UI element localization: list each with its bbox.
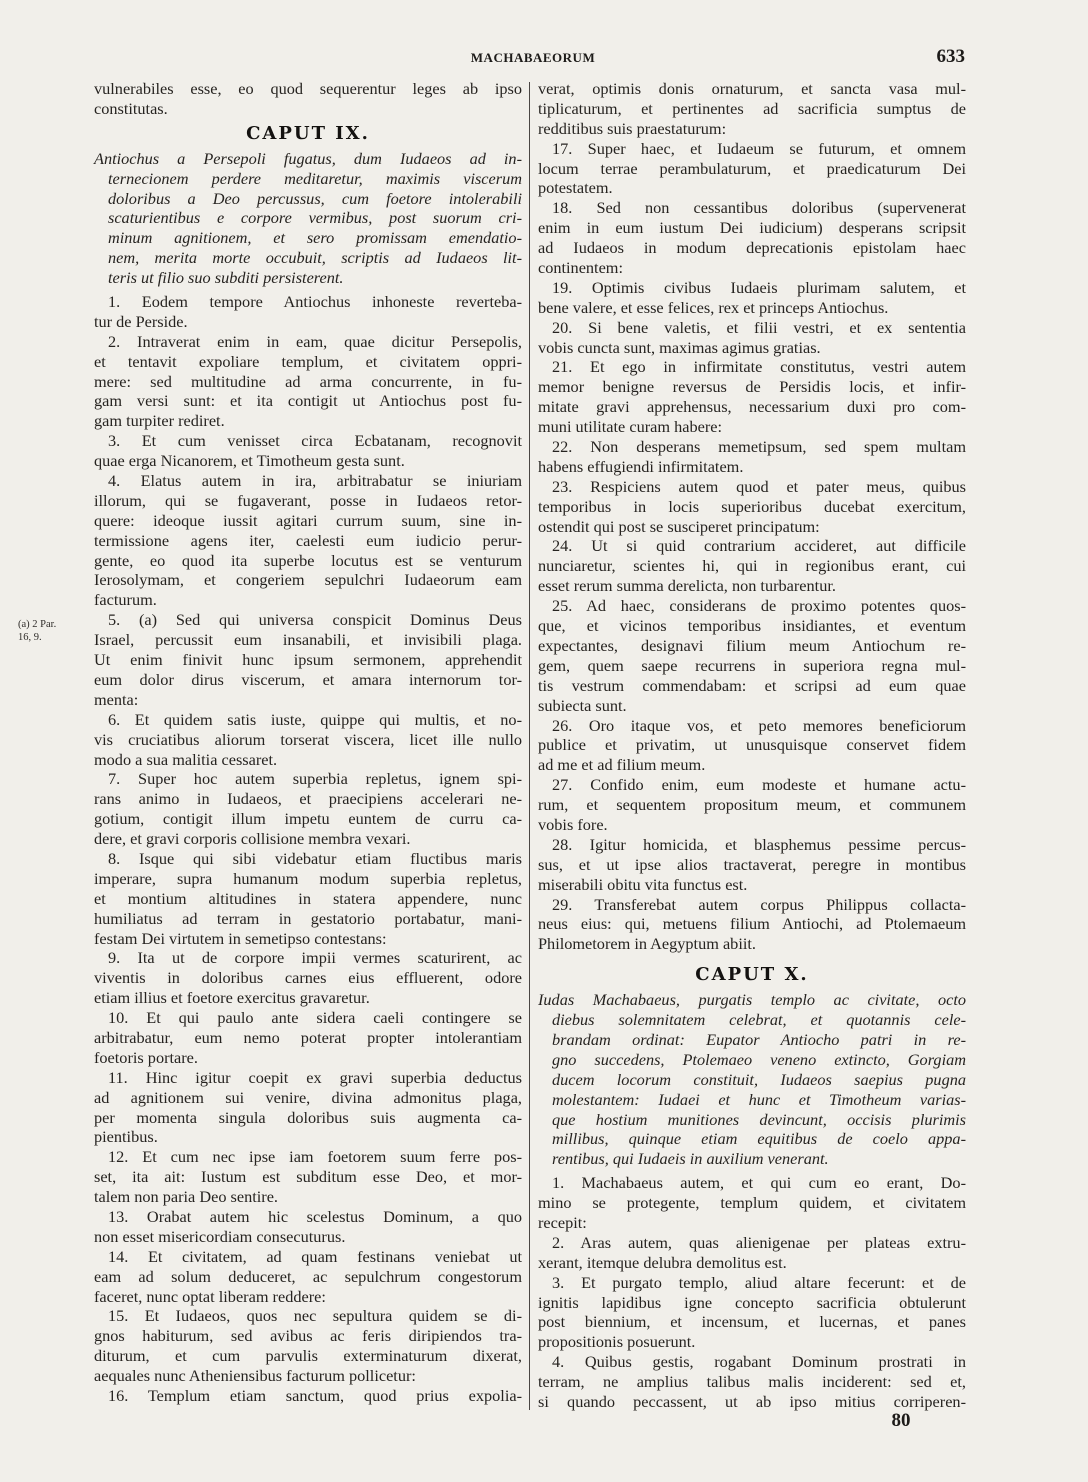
verse-line: vobis cuncta sunt, maximas agimus gratias. <box>538 337 821 357</box>
summary-line: minum agnitionem, et sero promissam emendatio- <box>108 228 522 248</box>
verse-line: terram, ne amplius talibus malis inciderent: sed et, <box>538 1372 966 1392</box>
right-column <box>538 79 966 1412</box>
margin-note-reference <box>18 618 88 644</box>
verse <box>538 775 966 835</box>
verse-line: rum, et sequentem propositum meum, et communem <box>538 795 966 815</box>
chapter-heading: CAPUT IX. <box>246 122 370 144</box>
verse-line: vis cruciatibus aliorum torserat viscera, licet ille nullo <box>94 729 522 749</box>
summary-line: teris ut filio suo subditi persisterent. <box>108 268 344 288</box>
verse-line: eam ad solum deduceret, ac sepulchrum congestorum <box>94 1266 522 1286</box>
verse <box>538 437 966 477</box>
column-divider <box>529 82 530 1410</box>
verse-line: enim in eum iustum Dei iudicium) desperans scripsit <box>538 218 966 238</box>
summary-line: scaturientibus e corpore vermibus, post suorum cri- <box>108 208 522 228</box>
verse-line: Israel, percussit eum insanabili, et invisibili plaga. <box>94 630 522 650</box>
verse-line: potestatem. <box>538 178 613 198</box>
verse <box>94 849 522 948</box>
verse-line: 28. Igitur homicida, et blasphemus pessime percus- <box>552 834 966 854</box>
verse-line: expectantes, designavi filium meum Antiochum re- <box>538 635 966 655</box>
verse-line: 2. Aras autem, quas alienigenae per plateas extru- <box>552 1232 966 1252</box>
verse-line: 19. Optimis civibus Iudaeis plurimam salutem, et <box>552 277 966 297</box>
verse-line: 11. Hinc igitur coepit ex gravi superbia deductus <box>108 1067 522 1087</box>
summary-line: rentibus, qui Iudaeis in auxilium venerant. <box>552 1149 829 1169</box>
summary-line: ternecionem perdere meditaretur, maximis viscerum <box>108 168 522 188</box>
summary-line: molestantem: Iudaei et hunc et Timotheum varias- <box>552 1089 966 1109</box>
verse <box>94 1386 522 1406</box>
margin-note-line: (a) 2 Par. <box>18 619 57 630</box>
verse <box>538 278 966 318</box>
verse <box>94 710 522 770</box>
signature-mark: 80 <box>891 1410 911 1431</box>
verse-line: gotium, contigit illum impetu euntem de curru ca- <box>94 809 522 829</box>
verse-line: 13. Orabat autem hic scelestus Dominum, a quo <box>108 1206 522 1226</box>
verse <box>538 1273 966 1353</box>
verse-line: 4. Quibus gestis, rogabant Dominum prostrati in <box>552 1352 966 1372</box>
verse-line: 16. Templum etiam sanctum, quod prius expolia- <box>108 1386 522 1405</box>
verse-line: 27. Confido enim, eum modeste et humane actu- <box>552 775 966 795</box>
verse-line: illorum, qui se fugaverant, posse in Iudaeos retor- <box>94 490 522 510</box>
verse-line: etiam illius et foetore exercitus gravaretur. <box>94 988 370 1008</box>
verse <box>538 1352 966 1412</box>
verse-line: 17. Super haec, et Iudaeum se futurum, et omnem <box>552 138 966 158</box>
verse-line: 20. Si bene valetis, et filii vestri, et ex sententia <box>552 317 966 337</box>
verse-line: 8. Isque qui sibi videbatur etiam fluctibus maris <box>108 848 522 868</box>
verse-line: ad me et ad filium meum. <box>538 755 706 775</box>
verse-line: dere, et gravi corporis collisione membra vexari. <box>94 829 411 849</box>
verse-line: 7. Super hoc autem superbia repletus, ignem spi- <box>108 769 522 789</box>
verse <box>538 198 966 278</box>
verse-line: sus, et ut ipse alios tractaverat, peregre in montibus <box>538 854 966 874</box>
verse-line: 5. (a) Sed qui universa conspicit Dominus Deus <box>108 610 522 630</box>
summary-line: Iudas Machabaeus, purgatis templo ac civitate, octo <box>538 990 966 1010</box>
verse-line: memor benigne reversus de Persidis locis, et infir- <box>538 377 966 397</box>
verse <box>94 1147 522 1207</box>
verse-line: non esset misericordiam consecuturus. <box>94 1226 346 1246</box>
page-number: 633 <box>936 46 965 67</box>
verse-line: viventis in doloribus carnes eius effluerent, odore <box>94 968 522 988</box>
verse-line: 2. Intraverat enim in eam, quae dicitur Persepolis, <box>108 331 522 351</box>
verse-line: quere: ideoque iussit agitari currum suum, sine in- <box>94 510 522 530</box>
continuation-line: redditibus suis praestaturum: <box>538 118 727 138</box>
verse-line: post biennium, et incensum, et lucernas, et panes <box>538 1312 966 1332</box>
verse-line: 25. Ad haec, considerans de proximo potentes quos- <box>552 596 966 616</box>
verse-line: 14. Et civitatem, ad quam festinans veniebat ut <box>108 1246 522 1266</box>
verse-line: bene valere, et esse felices, rex et princeps Antiochus. <box>538 297 889 317</box>
verse-line: muni utilitate curam habere: <box>538 417 722 437</box>
continuation-line: vulnerabiles esse, eo quod sequerentur leges ab ipso <box>94 79 522 98</box>
verse-line: 3. Et purgato templo, aliud altare fecerunt: et de <box>552 1272 966 1292</box>
summary-line: gno succedens, Ptolemaeo veneno extincto, Gorgiam <box>552 1049 966 1069</box>
verse-line: 24. Ut si quid contrarium accideret, aut difficile <box>552 536 966 556</box>
verse <box>538 536 966 596</box>
verse <box>538 139 966 199</box>
verse-line: festam Dei virtutem in semetipso contestans: <box>94 928 387 948</box>
verse-line: faceret, nunc optat liberam reddere: <box>94 1286 326 1306</box>
verse-line: et montium altitudines in statera appendere, nunc <box>94 888 522 908</box>
continuation-line: tiplicaturum, et pertinentes ad sacrificia sumptus de <box>538 98 966 118</box>
verse-line: gam turpiter rediret. <box>94 411 225 431</box>
verse-line: arbitrabatur, eum nemo poterat propter intolerantiam <box>94 1027 522 1047</box>
verse-line: 1. Eodem tempore Antiochus inhoneste reverteba- <box>108 292 522 312</box>
verse-line: ad Iudaeos in modum deprecationis epistolam haec <box>538 238 966 258</box>
verse-line: quae erga Nicanorem, et Timotheum gesta sunt. <box>94 451 405 471</box>
verse-line: et tentavit expoliare templum, et civitatem oppri- <box>94 351 522 371</box>
verse-line: imperare, supra humanum modum superbia repletus, <box>94 868 522 888</box>
verse <box>94 332 522 431</box>
verse <box>94 1008 522 1068</box>
verse-line: xerant, itemque delubra demolitus est. <box>538 1252 787 1272</box>
verse-line: neus eius: qui, metuens filium Antiochi, ad Ptolemaeum <box>538 914 966 934</box>
verse-line: Philometorem in Aegyptum abiit. <box>538 934 756 954</box>
verse-line: Ut enim finivit hunc ipsum sermonem, apprehendit <box>94 650 522 670</box>
verse <box>94 1207 522 1247</box>
running-title: MACHABAEORUM <box>470 50 596 65</box>
verse-line: gnos habiturum, sed avibus ac feris diripiendos tra- <box>94 1326 522 1346</box>
verse-line: tur de Perside. <box>94 311 188 331</box>
verse-line: ostendit qui post se susciperet principatum: <box>538 516 820 536</box>
verse-line: 9. Ita ut de corpore impii vermes scaturirent, ac <box>108 948 522 968</box>
verse-line: propositionis posuerunt. <box>538 1332 696 1352</box>
chapter-summary <box>538 990 966 1169</box>
margin-note-line: 16, 9. <box>18 632 42 643</box>
verse-line: 29. Transferebat autem corpus Philippus collacta- <box>552 894 966 914</box>
verse <box>94 1306 522 1386</box>
verse <box>94 948 522 1008</box>
verse <box>94 1068 522 1148</box>
verse-line: 1. Machabaeus autem, et qui cum eo erant, Do- <box>552 1173 966 1193</box>
verse <box>538 835 966 895</box>
verse-line: continentem: <box>538 258 623 278</box>
verse <box>94 292 522 332</box>
verse-line: foetoris portare. <box>94 1047 198 1067</box>
verse-line: humiliatus ad terram in gestatorio portabatur, mani- <box>94 908 522 928</box>
verse-line: nunciaretur, scientes hi, qui in regionibus erant, cui <box>538 556 966 576</box>
verse-line: recepit: <box>538 1212 587 1232</box>
verse-line: rans animo in Iudaeos, et praecipiens accelerari ne- <box>94 789 522 809</box>
verse <box>538 357 966 437</box>
verse-line: 18. Sed non cessantibus doloribus (supervenerat <box>552 198 966 218</box>
verse-line: que, et vicinos temporibus insidiantes, et eventum <box>538 616 966 636</box>
verse-line: publice et privatim, ut unusquisque conservet fidem <box>538 735 966 755</box>
verse-line: Ierosolymam, et congeriem sepulchri Iudaeorum eam <box>94 570 522 590</box>
verse <box>94 431 522 471</box>
verse-line: locum terrae perambulaturum, et praedicaturum Dei <box>538 158 966 178</box>
left-column <box>94 79 522 1406</box>
verse-line: gam versi sunt: et ita contigit ut Antiochus post fu- <box>94 391 522 411</box>
verse-line: 26. Oro itaque vos, et peto memores beneficiorum <box>552 715 966 735</box>
verse-line: diturum, et cum parvulis exterminaturum dixerat, <box>94 1346 522 1366</box>
verse <box>94 769 522 849</box>
summary-line: ducem locorum constituit, Iudaeos saepius pugna <box>552 1069 966 1089</box>
continuation-line: constitutas. <box>94 98 168 118</box>
verse-line: 23. Respiciens autem quod et pater meus, quibus <box>552 476 966 496</box>
summary-line: Antiochus a Persepoli fugatus, dum Iudaeos ad in- <box>94 148 522 168</box>
verse-line: 21. Et ego in infirmitate constitutus, vestri autem <box>552 357 966 377</box>
summary-line: doloribus a Deo percussus, cum foetore intolerabili <box>108 188 522 208</box>
verse-line: termissione agens iter, caelesti eum iudicio perur- <box>94 530 522 550</box>
verse-line: pientibus. <box>94 1127 158 1147</box>
summary-line: millibus, quinque etiam equitibus de coelo appa- <box>552 1129 966 1149</box>
verse-line: 6. Et quidem satis iuste, quippe qui multis, et no- <box>108 709 522 729</box>
verse-line: modo a sua malitia cessaret. <box>94 749 278 769</box>
summary-line: nem, merita morte occubuit, scriptis ad Iudaeos lit- <box>108 248 522 268</box>
verse-line: 12. Et cum nec ipse iam foetorem suum ferre pos- <box>108 1147 522 1167</box>
verse-line: 10. Et qui paulo ante sidera caeli contingere se <box>108 1008 522 1028</box>
verse <box>94 610 522 709</box>
verse-line: set, ita ait: Iustum est subditum esse Deo, et mor- <box>94 1167 522 1187</box>
verse-line: vobis fore. <box>538 814 608 834</box>
verse <box>538 1233 966 1273</box>
verse-line: menta: <box>94 689 139 709</box>
verse-line: mitate gravi apprehensus, necessarium duxi pro com- <box>538 397 966 417</box>
verse-line: esset rerum summa derelicta, non turbarentur. <box>538 576 836 596</box>
verse-line: miserabili obitu vita functus est. <box>538 874 748 894</box>
verse-line: talem non paria Deo sentire. <box>94 1187 278 1207</box>
summary-line: diebus solemnitatem celebrat, et quotannis cele- <box>552 1010 966 1030</box>
verse-line: eum dolor dirus viscerum, et amara internorum tor- <box>94 669 522 689</box>
verse-line: aequales nunc Atheniensibus facturum pollicetur: <box>94 1366 416 1386</box>
verse-line: ad agnitionem sui venire, divina admonitus plaga, <box>94 1087 522 1107</box>
chapter-summary <box>94 149 522 288</box>
continuation-line: verat, optimis donis ornaturum, et sancta vasa mul- <box>538 79 966 98</box>
verse <box>538 895 966 955</box>
verse-line: mere: sed multitudine ad arma concurrente, in fu- <box>94 371 522 391</box>
verse <box>94 471 522 610</box>
verse-line: 15. Et Iudaeos, quos nec sepultura quidem se di- <box>108 1306 522 1326</box>
verse <box>538 318 966 358</box>
verse-line: habens effugiendi infirmitatem. <box>538 456 744 476</box>
verse-line: mino se protegente, templum quidem, et civitatem <box>538 1193 966 1213</box>
verse-line: per momenta singula doloribus suis augmenta ca- <box>94 1107 522 1127</box>
verse-line: 3. Et cum venisset circa Ecbatanam, recognovit <box>108 431 522 451</box>
verse-line: subiecta sunt. <box>538 695 627 715</box>
verse-line: facturum. <box>94 590 157 610</box>
verse <box>538 716 966 776</box>
verse <box>538 477 966 537</box>
chapter-heading: CAPUT X. <box>695 964 809 986</box>
verse-line: 22. Non desperans memetipsum, sed spem multam <box>552 437 966 457</box>
summary-line: que hostium munitiones devincunt, occisis plurimis <box>552 1109 966 1129</box>
verse <box>94 1247 522 1307</box>
verse-line: gente, eo quod ita superbe locutus est se venturum <box>94 550 522 570</box>
verse-line: si quando peccassent, ut ab ipso mitius corriperen- <box>538 1392 966 1411</box>
verse <box>538 1173 966 1233</box>
verse-line: ignitis lapidibus igne concepto sacrificia obtulerunt <box>538 1292 966 1312</box>
verse-line: gem, quem saepe recurrens in superiora regna mul- <box>538 655 966 675</box>
verse-line: temporibus in locis superioribus ducebat exercitum, <box>538 496 966 516</box>
verse <box>538 596 966 715</box>
verse-line: tis vestrum commendabam: et scripsi ad eum quae <box>538 675 966 695</box>
summary-line: brandam ordinat: Eupator Antiocho patri in re- <box>552 1029 966 1049</box>
verse-line: 4. Elatus autem in ira, arbitrabatur se iniuriam <box>108 471 522 491</box>
